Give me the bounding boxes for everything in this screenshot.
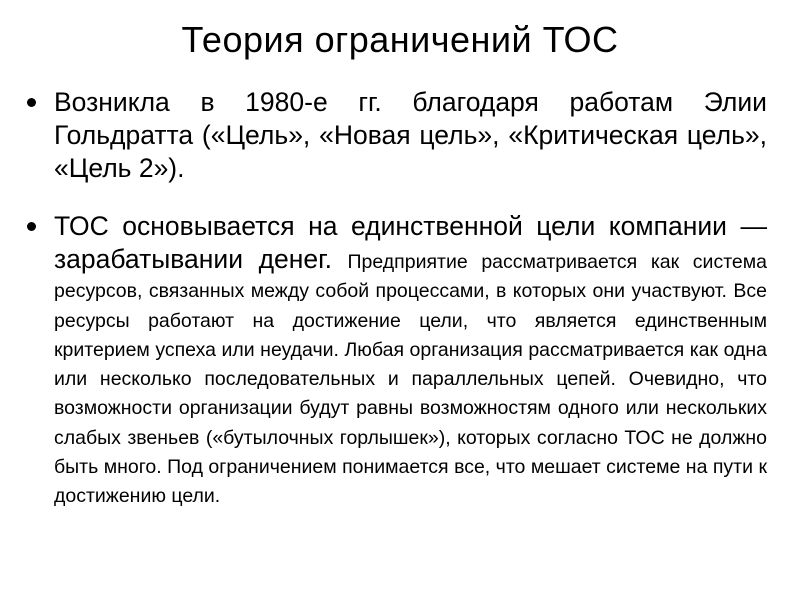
bullet-dot-icon — [27, 98, 36, 107]
bullet-item-origin — [25, 86, 767, 185]
bullet-list — [25, 86, 767, 512]
slide-title: Теория ограничений ТОС — [181, 19, 619, 60]
bullet-dot-icon — [27, 222, 36, 231]
bullet-item-goal — [25, 210, 767, 512]
bullet-text-detail: Предприятие рассматривается как система ресурсов, связанных между собой процессами, в которых они участвуют. Все ресурсы работают на достижение цели, что является единственным критерием успеха или неудачи. Любая организация рассматривается как одна или несколько последовательных и параллельных цепей. Очевидно, что возможности организации будут равны возможностям одного или нескольких слабых звеньев («бутылочных горлышек»), которых согласно ТОС не должно быть много. Под ограничением понимается все, что мешает системе на пути к достижению цели. — [54, 251, 767, 508]
bullet-text-main: ТОС основывается на единственной цели компании — зарабатывании денег. — [54, 211, 767, 274]
bullet-text: Возникла в 1980-е гг. благодаря работам Элии Гольдратта («Цель», «Новая цель», «Критическая цель», «Цель 2»). — [54, 87, 767, 183]
